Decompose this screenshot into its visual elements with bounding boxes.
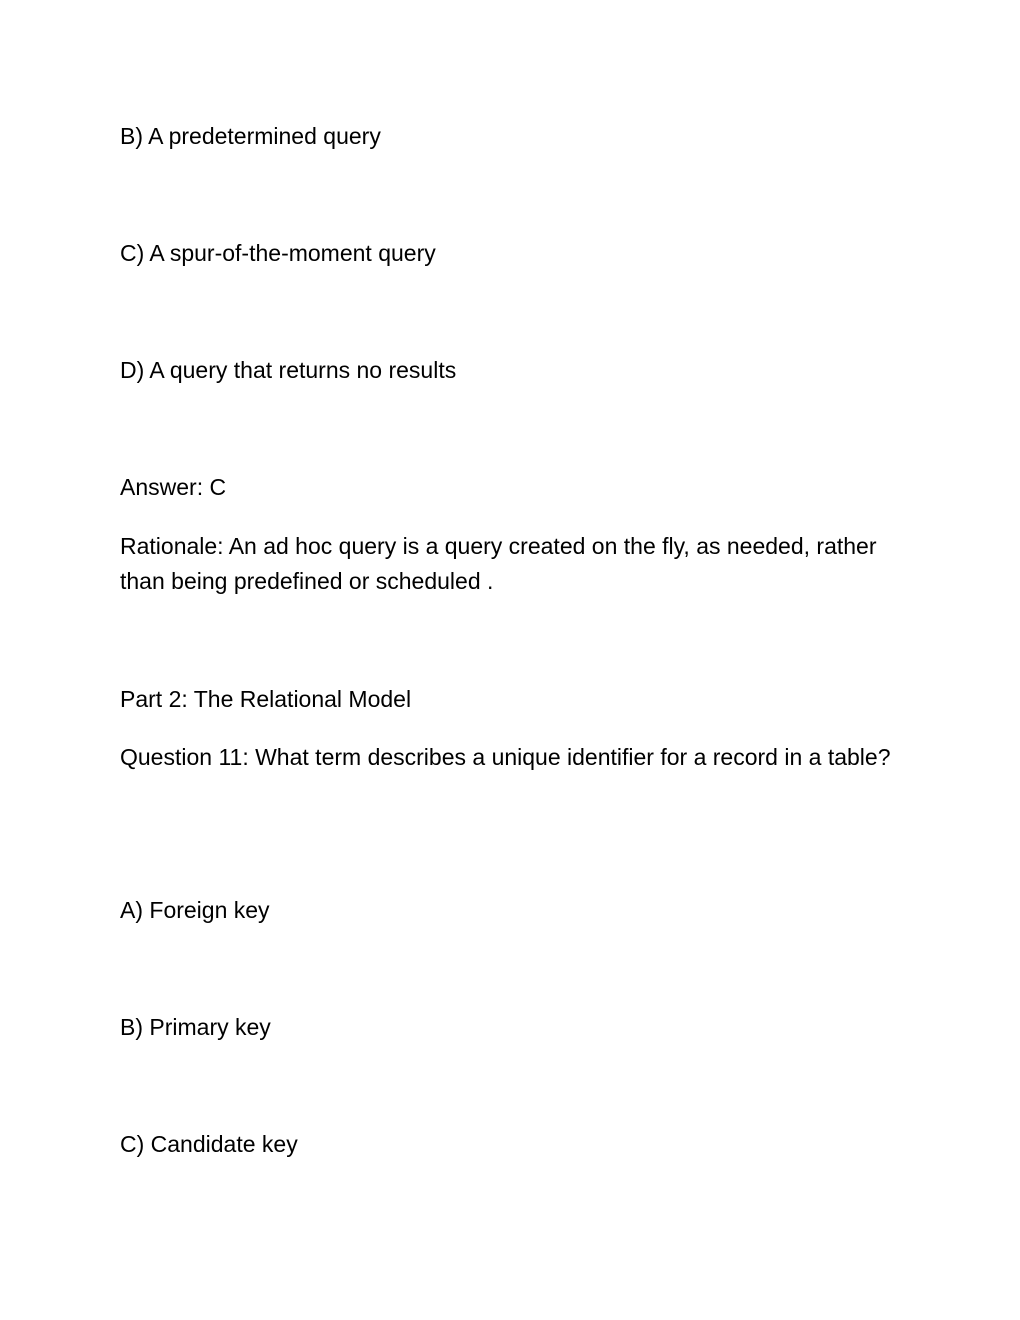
section-heading: Part 2: The Relational Model [120, 686, 412, 712]
q11-option-a: A) Foreign key [120, 897, 270, 923]
q11-option-c: C) Candidate key [120, 1131, 298, 1157]
q10-option-b: B) A predetermined query [120, 123, 381, 149]
q11-option-b: B) Primary key [120, 1014, 271, 1040]
q11-question: Question 11: What term describes a unique identifier for a record in a table? [120, 744, 891, 770]
q10-option-d: D) A query that returns no results [120, 357, 457, 383]
q10-option-c: C) A spur-of-the-moment query [120, 240, 436, 266]
q10-rationale: Rationale: An ad hoc query is a query created on the fly, as needed, rather than being predefined or scheduled . [120, 533, 877, 594]
q10-answer: Answer: C [120, 474, 227, 500]
